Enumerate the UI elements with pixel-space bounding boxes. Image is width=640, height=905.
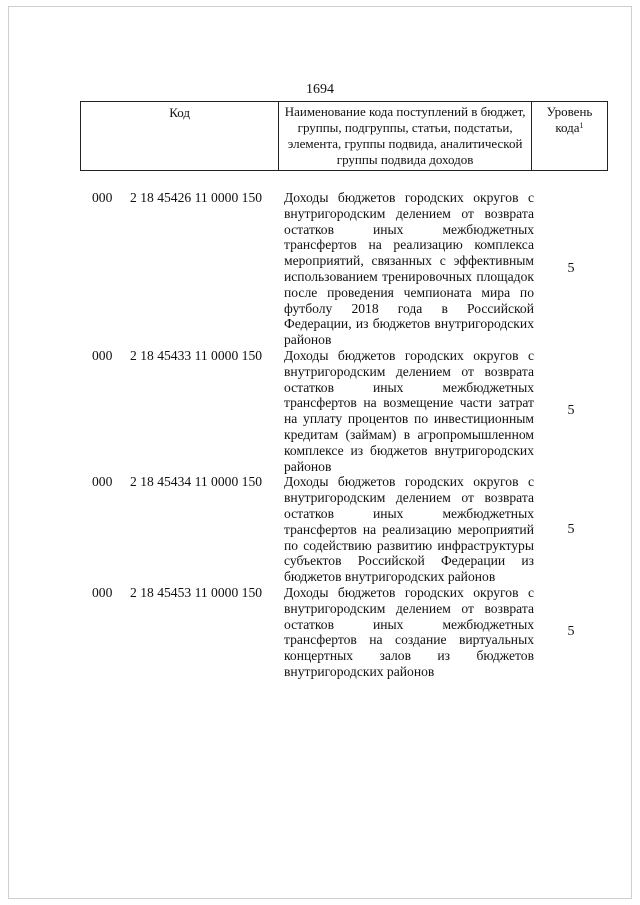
header-level-footnote: 1 <box>579 121 584 130</box>
table-header <box>80 101 608 171</box>
row-revenue-code: 2 18 45426 11 0000 150 <box>130 190 263 205</box>
row-revenue-code: 2 18 45453 11 0000 150 <box>130 584 263 600</box>
row-level: 5 <box>567 521 575 537</box>
table-row <box>80 474 608 585</box>
row-level: 5 <box>567 624 575 640</box>
header-code-label: Код <box>169 105 191 120</box>
row-admin-code: 000 <box>92 474 113 490</box>
row-level: 5 <box>567 261 575 277</box>
row-level: 5 <box>567 403 575 419</box>
row-revenue-name: Доходы бюджетов городских округов с внутригородским делением от возврата остатков иных межбюджетных трансфертов на возмещение части затрат на уплату процентов по инвестиционным кредитам (займам) в агропромышленном комплексе из бюджетов внутригородских районов <box>284 347 534 474</box>
row-admin-code: 000 <box>92 584 113 600</box>
table-row <box>80 348 608 474</box>
row-admin-code: 000 <box>92 347 113 363</box>
row-revenue-name: Доходы бюджетов городских округов с внутригородским делением от возврата остатков иных межбюджетных трансфертов на реализацию комплекса мероприятий, связанных с эффективным использованием тренировочных площадок после проведения чемпионата мира по футболу 2018 года в Российской Федерации, из бюджетов внутригородских районов <box>284 190 534 348</box>
header-code-cell <box>81 102 279 171</box>
header-name-cell <box>279 102 532 171</box>
row-revenue-code: 2 18 45434 11 0000 150 <box>130 474 263 490</box>
table-body <box>80 190 608 680</box>
table-row <box>80 585 608 680</box>
header-name-label: Наименование кода поступлений в бюджет, группы, подгруппы, статьи, подстатьи, элемента, группы подвида, аналитической группы подвида доходов <box>284 104 526 167</box>
header-row <box>81 102 608 171</box>
row-revenue-code: 2 18 45433 11 0000 150 <box>130 347 263 363</box>
header-level-label: Уровень кода <box>546 104 593 135</box>
row-revenue-name: Доходы бюджетов городских округов с внутригородским делением от возврата остатков иных межбюджетных трансфертов на создание виртуальных концертных залов из бюджетов внутригородских районов <box>284 584 534 679</box>
row-admin-code: 000 <box>92 190 113 205</box>
page-number: 1694 <box>306 82 334 97</box>
header-level-cell <box>531 102 607 171</box>
table-row <box>80 190 608 348</box>
row-revenue-name: Доходы бюджетов городских округов с внутригородским делением от возврата остатков иных межбюджетных трансфертов на реализацию мероприятий по содействию развитию инфраструктуры субъектов Российской Федерации из бюджетов внутригородских районов <box>284 474 534 585</box>
